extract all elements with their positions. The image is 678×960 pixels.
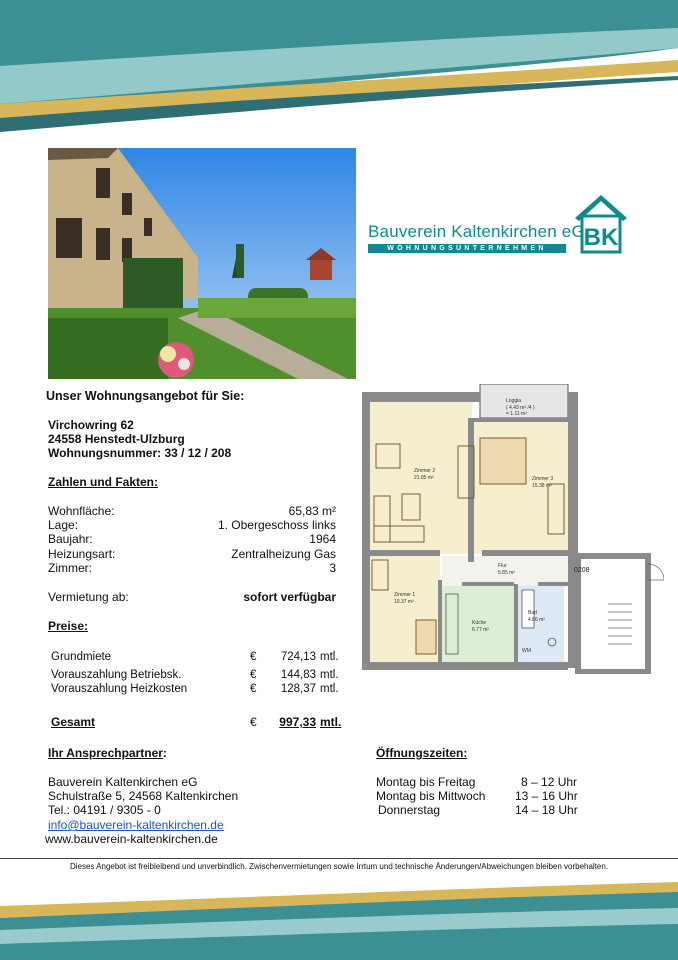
- contact-website[interactable]: www.bauverein-kaltenkirchen.de: [45, 832, 218, 846]
- total-unit: mtl.: [320, 715, 342, 729]
- currency-sign: €: [250, 683, 257, 695]
- price-amount: 724,13: [280, 651, 316, 663]
- brand-monogram: BK: [583, 224, 619, 251]
- price-unit: mtl.: [320, 669, 339, 681]
- price-unit: mtl.: [320, 651, 339, 663]
- floorplan-label: Bad: [528, 610, 537, 616]
- price-unit: mtl.: [320, 683, 339, 695]
- brand-house-logo-icon: [572, 192, 630, 254]
- floorplan-label: ( 4.43 m² /4 ): [506, 405, 535, 411]
- price-amount: 144,83: [280, 669, 316, 681]
- currency-sign: €: [250, 715, 257, 729]
- currency-sign: €: [250, 669, 257, 681]
- price-label: Vorauszahlung Betriebsk.: [51, 669, 182, 681]
- disclaimer: Dieses Angebot ist freibleibend und unverbindlich. Zwischenvermietungen sowie Irrtum und technische Änderungen/Abweichungen bleiben vorbehalten.: [69, 862, 609, 871]
- total-label: Gesamt: [51, 715, 96, 729]
- price-label: Vorauszahlung Heizkosten: [51, 683, 188, 695]
- fact-label: Zimmer:: [48, 561, 92, 575]
- address-street: Virchowring 62: [48, 418, 134, 432]
- total-amount: 997,33: [279, 715, 316, 729]
- rent-from-label: Vermietung ab:: [48, 590, 129, 604]
- floorplan-label: Loggia: [506, 398, 522, 404]
- hours-time: 14 – 18 Uhr: [515, 803, 578, 817]
- floorplan-label: 5.85 m²: [498, 570, 515, 576]
- fact-value: 1. Obergeschoss links: [217, 518, 336, 532]
- hours-time: 8 – 12 Uhr: [521, 775, 578, 789]
- contact-street: Schulstraße 5, 24568 Kaltenkirchen: [48, 789, 239, 803]
- divider: [0, 858, 678, 859]
- hours-days: Montag bis Mittwoch: [376, 789, 486, 803]
- floorplan-label: Zimmer 3: [532, 476, 554, 482]
- fact-label: Wohnfläche:: [48, 504, 115, 518]
- currency-sign: €: [250, 651, 257, 663]
- fact-label: Lage:: [48, 518, 79, 532]
- price-amount: 128,37: [280, 683, 316, 695]
- floor-plan: [362, 384, 664, 674]
- hours-title: Öffnungszeiten:: [376, 746, 468, 760]
- brand-tagline: WOHNUNGSUNTERNEHMEN: [387, 245, 547, 252]
- floorplan-label: = 1.11 m²: [506, 411, 527, 417]
- floorplan-label: 4.86 m²: [528, 617, 545, 623]
- contact-phone: Tel.: 04191 / 9305 - 0: [48, 803, 161, 817]
- floorplan-label: 10.37 m²: [394, 599, 414, 605]
- hours-time: 13 – 16 Uhr: [515, 789, 578, 803]
- fact-label: Baujahr:: [48, 532, 93, 546]
- price-label: Grundmiete: [51, 651, 112, 663]
- floorplan-label: Flur: [498, 563, 507, 569]
- building-photo: [48, 148, 356, 379]
- address-unit: Wohnungsnummer: 33 / 12 / 208: [48, 446, 232, 460]
- hours-days: Montag bis Freitag: [376, 775, 476, 789]
- address-city: 24558 Henstedt-Ulzburg: [48, 432, 185, 446]
- fact-value: 65,83 m²: [288, 504, 336, 518]
- floorplan-label: Küche: [472, 620, 487, 626]
- offer-heading: Unser Wohnungsangebot für Sie:: [46, 389, 245, 403]
- facts-title: Zahlen und Fakten:: [48, 475, 159, 489]
- floorplan-label: Zimmer 2: [414, 468, 436, 474]
- contact-email-link[interactable]: info@bauverein-kaltenkirchen.de: [48, 818, 224, 832]
- prices-title: Preise:: [48, 619, 89, 633]
- floorplan-unit-number: 0208: [574, 567, 590, 574]
- fact-label: Heizungsart:: [48, 547, 116, 561]
- brand-name: Bauverein Kaltenkirchen eG: [368, 222, 585, 241]
- floorplan-label: 15.38 m²: [532, 483, 552, 489]
- fact-value: 3: [329, 561, 336, 575]
- fact-value: 1964: [309, 532, 336, 546]
- hours-days: Donnerstag: [378, 803, 441, 817]
- floorplan-label: WM: [522, 648, 531, 654]
- floorplan-label: Zimmer 1: [394, 592, 416, 598]
- header-swoosh: [0, 0, 678, 140]
- fact-value: Zentralheizung Gas: [231, 547, 336, 561]
- floorplan-label: 6.77 m²: [472, 627, 489, 633]
- contact-company: Bauverein Kaltenkirchen eG: [48, 775, 198, 789]
- rent-from-value: sofort verfügbar: [243, 590, 336, 604]
- contact-title: Ihr Ansprechpartner:: [48, 746, 167, 760]
- footer-swoosh: [0, 878, 678, 960]
- floorplan-label: 21.85 m²: [414, 475, 434, 481]
